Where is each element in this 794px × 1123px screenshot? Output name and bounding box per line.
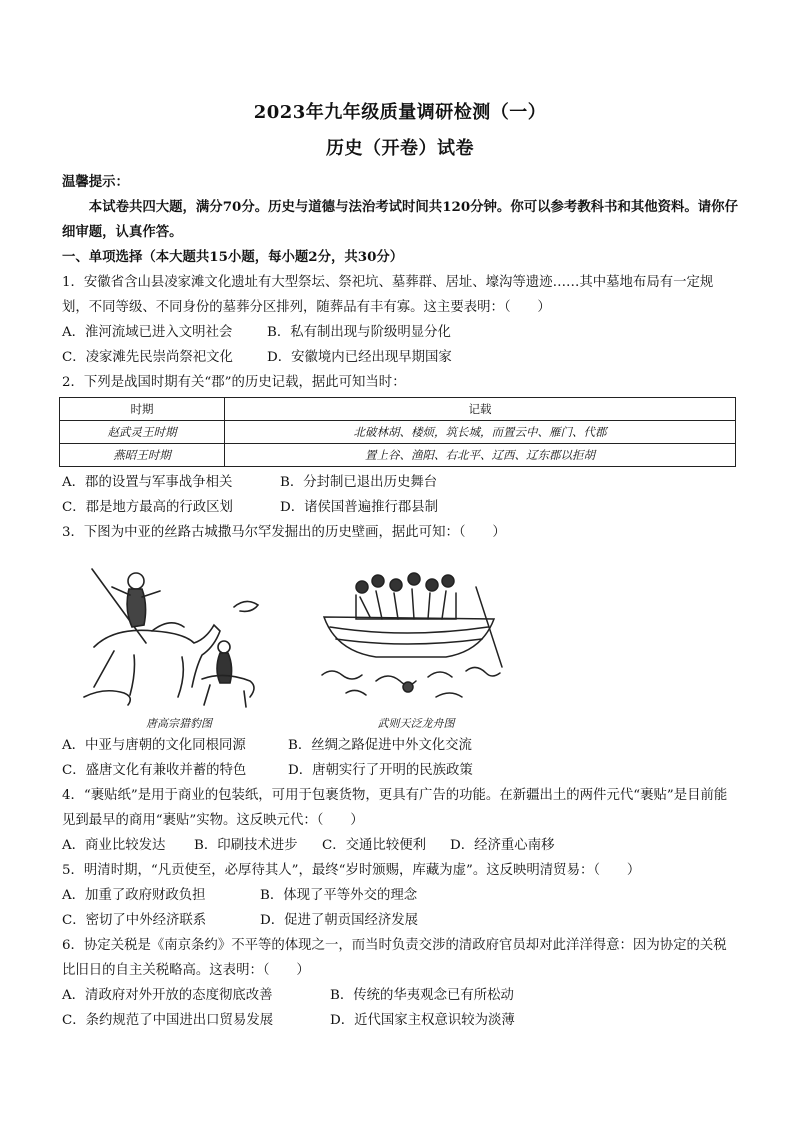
dragon-boat-mural-image xyxy=(316,547,506,711)
question-1-option-b: B．私有制出现与阶级明显分化 xyxy=(267,325,451,340)
mural-figure-hunting xyxy=(74,547,284,733)
question-5-option-b: B．体现了平等外交的理念 xyxy=(260,888,418,903)
mural-figures xyxy=(62,547,738,733)
question-6-options-row2 xyxy=(62,1008,738,1033)
question-6-options-row1 xyxy=(62,983,738,1008)
question-3-stem: 3．下图为中亚的丝路古城撒马尔罕发掘出的历史壁画，据此可知：（ ） xyxy=(62,525,506,540)
question-1-options-row2 xyxy=(62,345,738,370)
question-4-option-d: D．经济重心南移 xyxy=(450,838,555,853)
question-5-option-d: D．促进了朝贡国经济发展 xyxy=(260,913,419,928)
question-4-option-a: A．商业比较发达 xyxy=(62,838,166,853)
question-4-stem: 4．“裹贴纸”是用于商业的包装纸，可用于包裹货物，更具有广告的功能。在新疆出土的两件元代“裹贴”是目前能见到最早的商用“裹贴”实物。这反映元代：（ ） xyxy=(62,788,728,828)
mural-caption-hunting: 唐高宗猎豹图 xyxy=(146,717,212,730)
question-5-option-c: C．密切了中外经济联系 xyxy=(62,913,207,928)
question-2-options-row1 xyxy=(62,470,738,495)
exam-title: 2023年九年级质量调研检测（一） xyxy=(253,102,547,123)
question-4-option-c: C．交通比较便利 xyxy=(322,838,426,853)
question-1-option-d: D．安徽境内已经出现早期国家 xyxy=(267,350,452,365)
table-row xyxy=(60,444,736,467)
question-4-option-b: B．印刷技术进步 xyxy=(194,838,298,853)
mural-caption-dragon-boat: 武则天泛龙舟图 xyxy=(377,717,455,730)
question-3-option-b: B．丝绸之路促进中外文化交流 xyxy=(288,738,472,753)
notice-label: 温馨提示： xyxy=(62,174,129,190)
question-3-options-row2 xyxy=(62,758,738,783)
question-3-option-a: A．中亚与唐朝的文化同根同源 xyxy=(62,738,246,753)
question-2-stem: 2．下列是战国时期有关“郡”的历史记载，据此可知当时： xyxy=(62,375,406,390)
question-6-option-d: D．近代国家主权意识较为淡薄 xyxy=(330,1013,515,1028)
notice-text: 本试卷共四大题，满分70分。历史与道德与法治考试时间共120分钟。你可以参考教科书和其他资料。请你仔细审题，认真作答。 xyxy=(62,199,738,240)
question-1-options-row1 xyxy=(62,320,738,345)
table-cell-record: 置上谷、渔阳、右北平、辽西、辽东郡以拒胡 xyxy=(225,444,736,467)
table-cell-period: 赵武灵王时期 xyxy=(60,421,225,444)
question-5-option-a: A．加重了政府财政负担 xyxy=(62,888,206,903)
question-3-option-d: D．唐朝实行了开明的民族政策 xyxy=(288,763,473,778)
question-2-option-a: A．郡的设置与军事战争相关 xyxy=(62,475,233,490)
question-5-options-row1 xyxy=(62,883,738,908)
question-5-stem: 5．明清时期，“凡贡使至，必厚待其人”，最终“岁时颁赐，库藏为虚”。这反映明清贸易：（ ） xyxy=(62,863,641,878)
question-1-stem: 1．安徽省含山县凌家滩文化遗址有大型祭坛、祭祀坑、墓葬群、居址、壕沟等遗迹……其中墓地布局有一定规划，不同等级、不同身份的墓葬分区排列，随葬品有丰有寡。这主要表明：（ ） xyxy=(62,275,714,315)
table-cell-period: 燕昭王时期 xyxy=(60,444,225,467)
records-table xyxy=(59,397,736,467)
question-3-option-c: C．盛唐文化有兼收并蓄的特色 xyxy=(62,763,247,778)
question-1-option-a: A．淮河流域已进入文明社会 xyxy=(62,325,233,340)
exam-page xyxy=(62,98,738,1033)
table-cell-record: 北破林胡、楼烦，筑长城，而置云中、雁门、代郡 xyxy=(225,421,736,444)
question-6-option-c: C．条约规范了中国进出口贸易发展 xyxy=(62,1013,274,1028)
question-2-option-d: D．诸侯国普遍推行郡县制 xyxy=(280,500,439,515)
exam-subtitle: 历史（开卷）试卷 xyxy=(326,138,474,159)
question-3-options-row1 xyxy=(62,733,738,758)
section-heading: 一、单项选择（本大题共15小题，每小题2分，共30分） xyxy=(62,249,404,265)
question-1-option-c: C．凌家滩先民崇尚祭祀文化 xyxy=(62,350,233,365)
mural-figure-dragon-boat xyxy=(316,547,516,733)
question-6-option-b: B．传统的华夷观念已有所松动 xyxy=(330,988,514,1003)
table-header-period: 时期 xyxy=(60,398,225,421)
question-2-option-b: B．分封制已退出历史舞台 xyxy=(280,475,438,490)
question-6-option-a: A．清政府对外开放的态度彻底改善 xyxy=(62,988,273,1003)
question-5-options-row2 xyxy=(62,908,738,933)
table-header-record: 记载 xyxy=(225,398,736,421)
question-2-options-row2 xyxy=(62,495,738,520)
table-header-row xyxy=(60,398,736,421)
hunting-mural-image xyxy=(74,547,274,711)
question-4-options xyxy=(62,833,738,858)
table-row xyxy=(60,421,736,444)
question-6-stem: 6．协定关税是《南京条约》不平等的体现之一，而当时负责交涉的清政府官员却对此洋洋得意：因为协定的关税比旧日的自主关税略高。这表明：（ ） xyxy=(62,938,727,978)
question-2-option-c: C．郡是地方最高的行政区划 xyxy=(62,500,233,515)
